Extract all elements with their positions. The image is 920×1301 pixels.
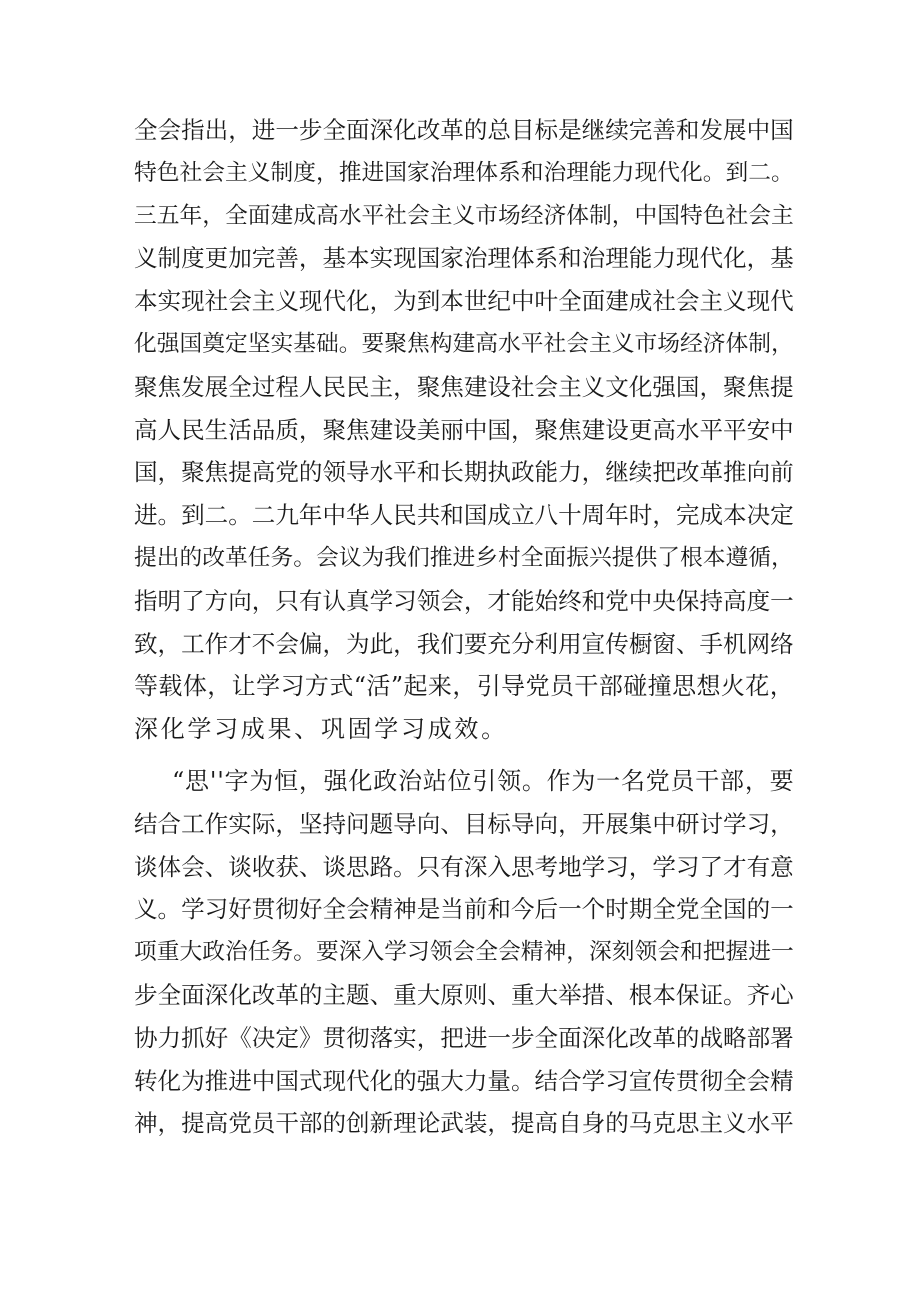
text-line: 国，聚焦提高党的领导水平和长期执政能力，继续把改革推向前 bbox=[134, 458, 794, 487]
text-line: 转化为推进中国式现代化的强大力量。结合学习宣传贯彻全会精 bbox=[134, 1066, 794, 1095]
text-line: 聚焦发展全过程人民民主，聚焦建设社会主义文化强国，聚焦提 bbox=[134, 372, 794, 401]
text-line: 进。到二。二九年中华人民共和国成立八十周年时，完成本决定 bbox=[134, 501, 794, 530]
text-line: 步全面深化改革的主题、重大原则、重大举措、根本保证。齐心 bbox=[134, 980, 794, 1009]
text-line: 谈体会、谈收获、谈思路。只有深入思考地学习，学习了才有意 bbox=[134, 852, 794, 881]
text-line: 等载体，让学习方式“活”起来，引导党员干部碰撞思想火花， bbox=[134, 672, 795, 701]
text-line: 致，工作才不会偏，为此，我们要充分利用宣传橱窗、手机网络 bbox=[134, 629, 794, 658]
text-line: 神，提高党员干部的创新理论武装，提高自身的马克思主义水平 bbox=[134, 1109, 794, 1138]
text-line: 项重大政治任务。要深入学习领会全会精神，深刻领会和把握进一 bbox=[134, 939, 794, 966]
paragraph-1 bbox=[134, 109, 794, 751]
text-line: 本实现社会主义现代化，为到本世纪中叶全面建成社会主义现代 bbox=[134, 287, 794, 316]
text-line: 三五年，全面建成高水平社会主义市场经济体制，中国特色社会主 bbox=[134, 202, 794, 229]
text-line: 指明了方向，只有认真学习领会，才能始终和党中央保持高度一 bbox=[134, 586, 794, 615]
text-line: 高人民生活品质，聚焦建设美丽中国，聚焦建设更高水平平安中 bbox=[134, 415, 794, 444]
text-line: “思''字为恒，强化政治站位引领。作为一名党员干部，要 bbox=[172, 767, 795, 795]
text-line: 结合工作实际，坚持问题导向、目标导向，开展集中研讨学习， bbox=[134, 809, 794, 838]
text-line: 特色社会主义制度，推进国家治理体系和治理能力现代化。到二。 bbox=[134, 159, 794, 186]
text-line: 协力抓好《决定》贯彻落实，把进一步全面深化改革的战略部署 bbox=[134, 1023, 794, 1052]
text-line: 全会指出，进一步全面深化改革的总目标是继续完善和发展中国 bbox=[134, 116, 794, 144]
text-line: 化强国奠定坚实基础。要聚焦构建高水平社会主义市场经济体制， bbox=[134, 330, 794, 357]
text-line: 深化学习成果、巩固学习成效。 bbox=[134, 715, 508, 744]
paragraph-2 bbox=[134, 760, 794, 1145]
text-line: 提出的改革任务。会议为我们推进乡村全面振兴提供了根本遵循， bbox=[134, 544, 794, 571]
text-line: 义。学习好贯彻好全会精神是当前和今后一个时期全党全国的一 bbox=[134, 895, 794, 924]
text-line: 义制度更加完善，基本实现国家治理体系和治理能力现代化，基 bbox=[134, 244, 794, 273]
